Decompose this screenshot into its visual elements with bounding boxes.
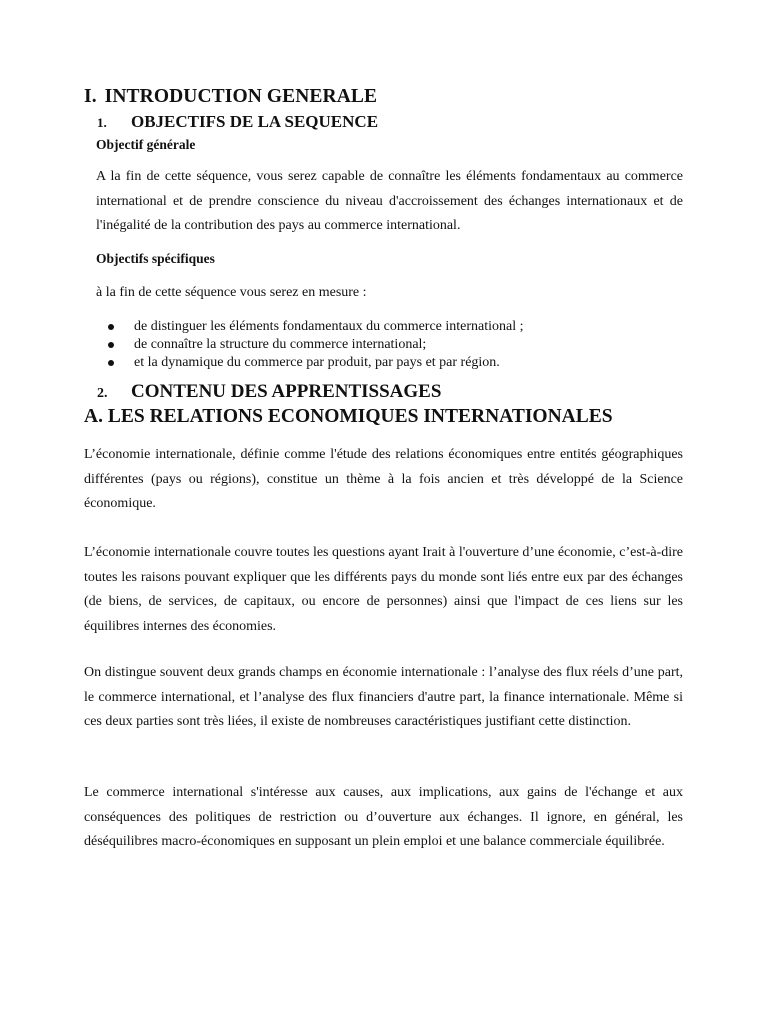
bullet-icon [108,360,114,366]
list-item-text: et la dynamique du commerce par produit, par pays et par région. [134,355,500,370]
main-heading [84,86,377,108]
specific-objectives-intro: à la fin de cette séquence vous serez en mesure : [96,285,367,300]
section1-title: OBJECTIFS DE LA SEQUENCE [131,112,379,131]
bullet-icon [108,342,114,348]
general-objective-heading: Objectif générale [96,137,196,152]
specific-objectives-heading: Objectifs spécifiques [96,251,215,266]
sectionA-heading: A. LES RELATIONS ECONOMIQUES INTERNATIONALES [84,406,613,427]
sectionA-paragraph-1: L’économie internationale, définie comme l'étude des relations économiques entre entités géographiques différentes (pays ou régions), constitue un thème à la fois ancien et très développé de la Science économique. [84,447,683,511]
section2-number: 2. [97,386,108,401]
list-item [106,336,524,354]
section2-heading [97,381,441,403]
main-heading-text: INTRODUCTION GENERALE [104,86,378,107]
bullet-icon [108,324,114,330]
sectionA-paragraph-3: On distingue souvent deux grands champs en économie internationale : l’analyse des flux réels d’une part, le commerce international, et l’analyse des flux financiers d'autre part, la finance internationale. Même si ces deux parties sont très liées, il existe de nombreuses caractéristiques justifiant cette distinction. [84,665,683,729]
specific-objectives-list [106,318,524,372]
main-heading-number: I. [84,86,97,107]
sectionA-paragraph-4: Le commerce international s'intéresse aux causes, aux implications, aux gains de l'échange et aux conséquences des politiques de restriction ou d’ouverture aux échanges. Il ignore, en général, les déséquilibres macro-économiques en supposant un plein emploi et une balance commerciale équilibrée. [84,785,683,849]
list-item-text: de distinguer les éléments fondamentaux du commerce international ; [134,319,524,334]
section1-heading [97,112,378,132]
sectionA-paragraph-2: L’économie internationale couvre toutes les questions ayant Irait à l'ouverture d’une économie, c’est-à-dire toutes les raisons pouvant expliquer que les différents pays du monde sont liés entre eux par des échanges (de biens, de services, de capitaux, ou encore de personnes) ainsi que l'impact de ces liens sur les équilibres internes des économies. [84,545,683,634]
section2-title: CONTENU DES APPRENTISSAGES [131,381,442,402]
list-item [106,354,524,372]
list-item [106,318,524,336]
section1-number: 1. [97,115,107,130]
list-item-text: de connaître la structure du commerce international; [134,337,427,352]
general-objective-paragraph: A la fin de cette séquence, vous serez capable de connaître les éléments fondamentaux au commerce international et de prendre conscience du niveau d'accroissement des échanges internationaux et de l'inégalité de la contribution des pays au commerce international. [96,169,683,233]
